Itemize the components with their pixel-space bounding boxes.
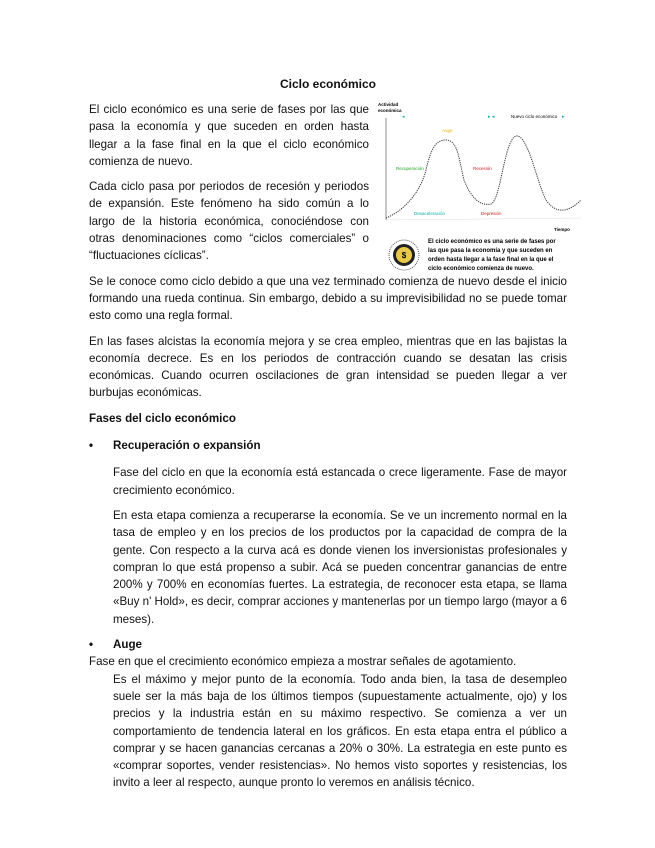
- caption: ciclo económico comienza de nuevo.: [428, 266, 534, 272]
- phase-title: • Recuperación o expansión: [89, 437, 567, 454]
- caption: orden hasta llegar a la fase final en la que el: [428, 257, 554, 263]
- paragraph: Es el máximo y mejor punto de la economía. Todo anda bien, la tasa de desempleo suele ser la más baja de los últimos tiempos (supuestamente actualmente, ojo) y los precios y la industria están en su máximo respectivo. Se comienza a ver un comportamiento de tendencia lateral en los gráficos. En esta etapa entra el público a comprar y se hacen ganancias cercanas a 20% o 30%. La estrategia en este punto es «comprar soportes, vender resistencias». No hemos visto soportes y resistencias, los invito a leer al respecto, aunque pronto lo veremos en análisis técnico.: [113, 672, 567, 790]
- economic-cycle-figure: [376, 100, 581, 278]
- label-auge: Auge: [442, 128, 453, 133]
- arrow-icon: ▸ ◂: [488, 114, 495, 120]
- paragraph: Fase en que el crecimiento económico empieza a mostrar señales de agotamiento.: [89, 655, 517, 669]
- arrow-icon: ▸: [562, 114, 565, 120]
- svg-text:$: $: [401, 251, 407, 260]
- caption: las que pasa la economía y que suceden en: [428, 248, 553, 254]
- paragraph: Fase del ciclo en que la economía está estancada o crece ligeramente. Fase de mayor crecimiento económico.: [113, 466, 567, 497]
- paragraph: En las fases alcistas la economía mejora y se crea empleo, mientras que en las bajistas la economía decrece. Es en los periodos de contracción cuando se desatan las crisis económicas. Cuando ocurren oscilaciones de gran intensidad se pueden llegar a ver burbujas económicas.: [89, 334, 567, 400]
- arrow-icon: ◂: [402, 114, 405, 120]
- phase-title: • Auge: [89, 636, 567, 653]
- coin-icon: [389, 240, 419, 270]
- y-axis-label: Actividad: [378, 102, 399, 107]
- paragraph: En esta etapa comienza a recuperarse la economía. Se ve un incremento normal en la tasa de empleo y en los precios de los productos por la capacidad de compra de la gente. Con respecto a la curva acá es donde vienen los inversionistas profesionales y compran lo que está propenso a subir. Acá se pueden concentrar ganancias de entre 200% y 700% en economías fuertes. La estrategia, de reconocer esta etapa, se llama «Buy n' Hold», es decir, comprar acciones y mantenerlas por un tiempo largo (mayor a 6 meses).: [113, 508, 567, 626]
- y-axis-label: económica: [378, 108, 402, 113]
- x-axis: [386, 218, 581, 220]
- paragraph: Cada ciclo pasa por periodos de recesión y periodos de expansión. Este fenómeno ha sido común a lo largo de la historia económica, conociéndose con otras denominaciones como “ciclos comerciales” o “fluctuaciones cíclicas”.: [89, 180, 369, 263]
- x-axis-label: Tiempo: [554, 227, 570, 232]
- section-title: Fases del ciclo económico: [89, 411, 236, 425]
- document-page: [89, 76, 570, 800]
- paragraph: El ciclo económico es una serie de fases por las que pasa la economía y que suceden en orden hasta llegar a la fase final en la que el ciclo económico comienza de nuevo.: [89, 103, 369, 168]
- label-depresion: Depresión: [481, 211, 502, 216]
- label-desaceleracion: Desaceleración: [414, 211, 446, 216]
- label-recesion: Recesión: [473, 166, 492, 171]
- caption: El ciclo económico es una serie de fases por: [428, 239, 556, 245]
- label-recuperacion: Recuperación: [396, 166, 424, 171]
- paragraph: Se le conoce como ciclo debido a que una vez terminado comienza de nuevo desde el inicio formando una rueda continua. Sin embargo, debido a su imprevisibilidad no se puede tomar esto como una regla formal.: [89, 274, 567, 323]
- cycle-curve: [386, 136, 581, 218]
- label-nuevo-ciclo: Nuevo ciclo económico: [511, 114, 558, 119]
- page-title: Ciclo económico: [279, 77, 377, 91]
